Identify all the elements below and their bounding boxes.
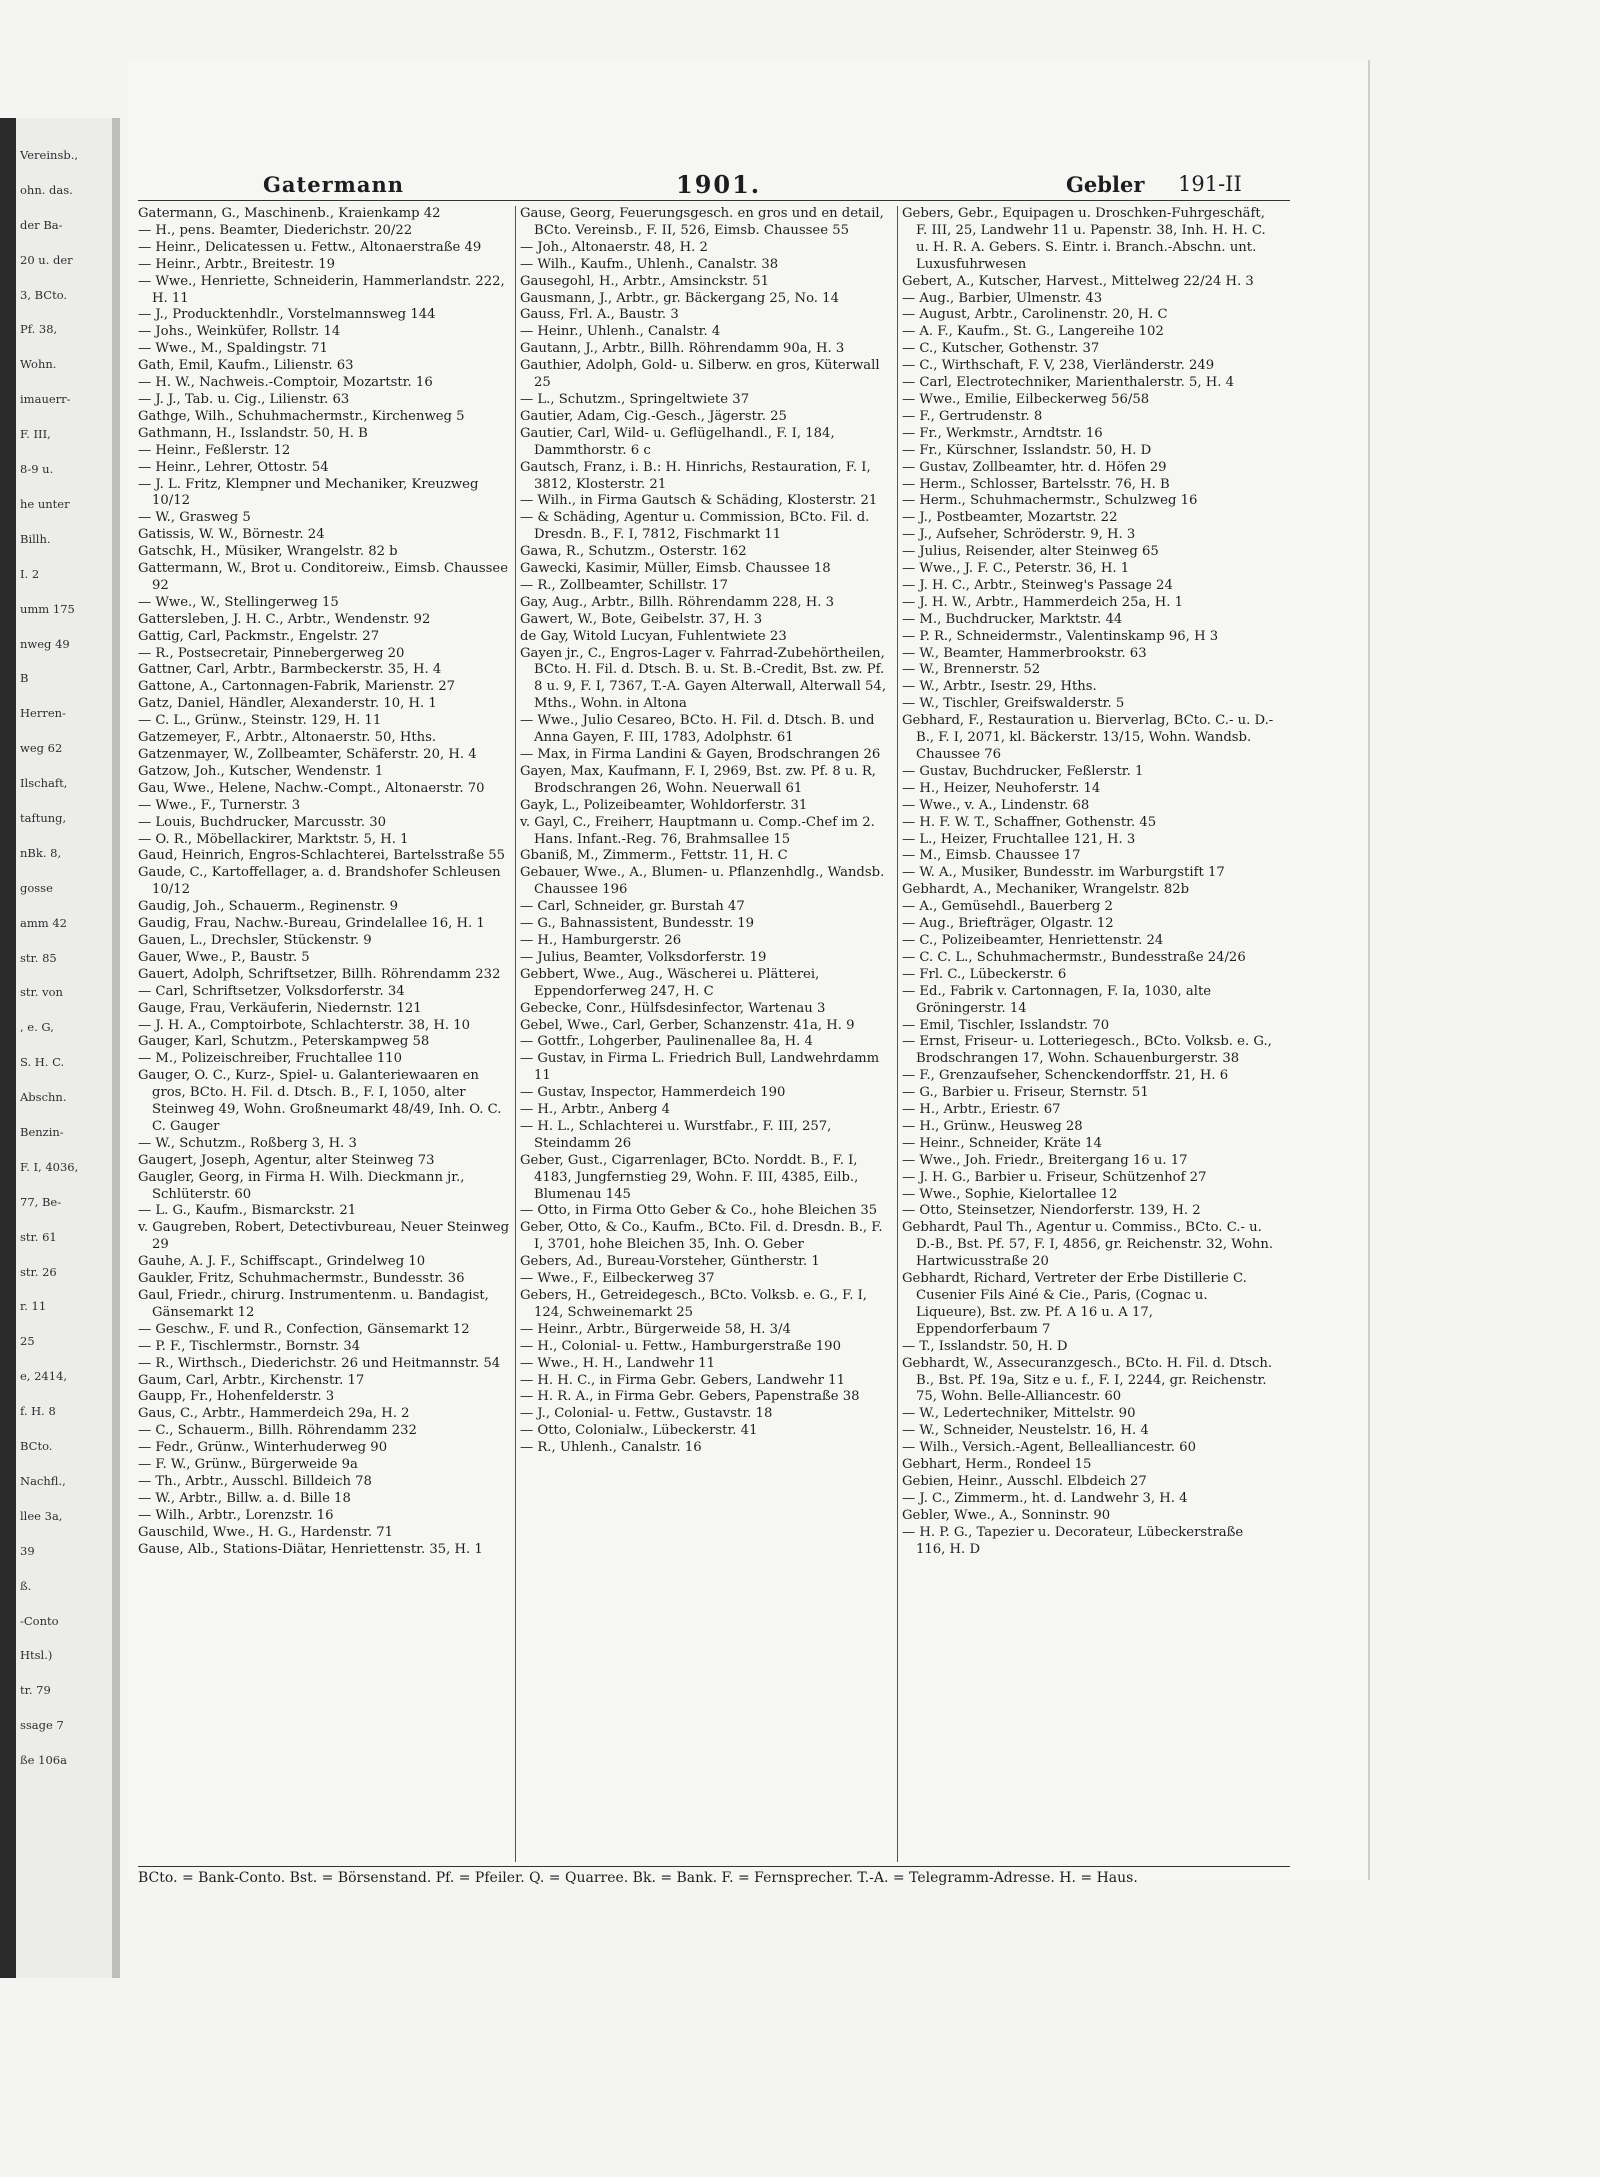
directory-entry: — Johs., Weinküfer, Rollstr. 14 [138, 324, 341, 340]
directory-entry: — W., Schneider, Neustelstr. 16, H. 4 [902, 1423, 1149, 1439]
directory-entry: — R., Postsecretair, Pinnebergerweg 20 [138, 645, 405, 661]
directory-entry: — C. L., Grünw., Steinstr. 129, H. 11 [138, 713, 382, 729]
directory-entry: — Geschw., F. und R., Confection, Gänsemarkt 12 [138, 1321, 470, 1337]
directory-entry: Gebhardt, Paul Th., Agentur u. Commiss., BCto. C.- u. D.-B., Bst. Pf. 57, F. I, 4856, gr. Reichenstr. 32, Wohn. Hartwicusstraße 20 [902, 1220, 1274, 1270]
directory-entry: Gause, Alb., Stations-Diätar, Henriettenstr. 35, H. 1 [138, 1541, 483, 1557]
directory-entry: Gawa, R., Schutzm., Osterstr. 162 [520, 544, 747, 560]
header-left-keyword: Gatermann [263, 172, 405, 197]
left-page-text-fragment: S. H. C. [20, 1055, 65, 1070]
directory-entry: — Herm., Schuhmachermstr., Schulzweg 16 [902, 493, 1198, 509]
directory-entry: — W., Tischler, Greifswalderstr. 5 [902, 696, 1125, 712]
left-page-text-fragment: Htsl.) [20, 1648, 53, 1663]
directory-entry: — Carl, Electrotechniker, Marienthalerstr. 5, H. 4 [902, 375, 1235, 391]
directory-entry: — Wwe., F., Turnerstr. 3 [138, 797, 301, 813]
directory-entry: — Wilh., Arbtr., Lorenzstr. 16 [138, 1507, 334, 1523]
directory-entry: — & Schäding, Agentur u. Commission, BCto. Fil. d. Dresdn. B., F. I, 7812, Fischmarkt 11 [520, 510, 870, 543]
left-page-text-fragment: amm 42 [20, 915, 67, 930]
left-page-text-fragment: nBk. 8, [20, 845, 62, 860]
header-year: 1901. [676, 170, 762, 199]
directory-entry: de Gay, Witold Lucyan, Fuhlentwiete 23 [520, 628, 787, 644]
left-page-text-fragment: F. III, [20, 427, 51, 442]
directory-entry: — Wwe., H. H., Landwehr 11 [520, 1355, 715, 1371]
left-page-text-fragment: B [20, 671, 29, 686]
directory-entry: Gatzenmayer, W., Zollbeamter, Schäferstr. 20, H. 4 [138, 747, 477, 762]
directory-entry: Gaukler, Fritz, Schuhmachermstr., Bundesstr. 36 [138, 1271, 465, 1287]
directory-entry: Gaul, Friedr., chirurg. Instrumentenm. u. Bandagist, Gänsemarkt 12 [138, 1288, 489, 1320]
directory-entry: — H. W., Nachweis.-Comptoir, Mozartstr. 16 [138, 375, 433, 391]
directory-entry: — Joh., Altonaerstr. 48, H. 2 [520, 239, 708, 255]
directory-entry: Gatzemeyer, F., Arbtr., Altonaerstr. 50, Hths. [138, 730, 437, 746]
left-page-text-fragment: der Ba- [20, 217, 63, 232]
left-page-text-fragment: Wohn. [20, 357, 57, 372]
left-page-text-fragment: str. 85 [20, 950, 57, 965]
directory-entry: — H. F. W. T., Schaffner, Gothenstr. 45 [902, 814, 1157, 830]
left-page-text-fragment: weg 62 [20, 741, 63, 756]
directory-entry: — Heinr., Uhlenh., Canalstr. 4 [520, 324, 721, 340]
directory-entry: — C., Wirthschaft, F. V, 238, Vierländerstr. 249 [902, 358, 1215, 374]
directory-entry: Gauge, Frau, Verkäuferin, Niedernstr. 121 [138, 1000, 422, 1016]
directory-entry: Gauss, Frl. A., Baustr. 3 [520, 307, 679, 323]
left-page-text-fragment: 77, Be- [20, 1194, 62, 1209]
left-page-text-fragment: str. 26 [20, 1264, 57, 1279]
directory-entry: Gebhard, F., Restauration u. Bierverlag, BCto. C.- u. D.-B., F. I, 2071, kl. Bäckerstr. 13/15, Wohn. Wandsb. Chaussee 76 [902, 713, 1274, 762]
directory-entry: — Heinr., Arbtr., Bürgerweide 58, H. 3/4 [520, 1321, 791, 1337]
directory-entry: Gauhe, A. J. F., Schiffscapt., Grindelweg 10 [138, 1254, 426, 1270]
directory-entry: — Aug., Barbier, Ulmenstr. 43 [902, 290, 1103, 306]
column-middle [520, 206, 892, 1457]
directory-entry: — Gustav, Buchdrucker, Feßlerstr. 1 [902, 763, 1144, 779]
left-page-text-fragment: 39 [20, 1543, 35, 1558]
directory-entry: — J., Colonial- u. Fettw., Gustavstr. 18 [520, 1406, 773, 1422]
directory-entry: Gebauer, Wwe., A., Blumen- u. Pflanzenhdlg., Wandsb. Chaussee 196 [520, 865, 885, 898]
directory-entry: — Carl, Schneider, gr. Burstah 47 [520, 899, 745, 915]
directory-entry: — H. L., Schlachterei u. Wurstfabr., F. III, 257, Steindamm 26 [520, 1118, 832, 1151]
left-page-text-fragment: ß. [20, 1578, 32, 1593]
directory-entry: Gauthier, Adolph, Gold- u. Silberw. en gros, Küterwall 25 [520, 358, 880, 391]
directory-entry: — H., Arbtr., Eriestr. 67 [902, 1102, 1061, 1118]
column-divider [515, 206, 516, 1862]
directory-entry: Gaudig, Joh., Schauerm., Reginenstr. 9 [138, 899, 399, 915]
directory-entry: — H. P. G., Tapezier u. Decorateur, Lübeckerstraße 116, H. D [902, 1524, 1244, 1557]
directory-entry: — H., Arbtr., Anberg 4 [520, 1102, 671, 1118]
directory-entry: — W., Arbtr., Isestr. 29, Hths. [902, 679, 1097, 695]
book-spine-shadow [0, 118, 16, 1978]
directory-entry: — Max, in Firma Landini & Gayen, Brodschrangen 26 [520, 747, 881, 762]
left-page-text-fragment: 3, BCto. [20, 287, 68, 302]
directory-entry: Gaugert, Joseph, Agentur, alter Steinweg 73 [138, 1152, 435, 1168]
directory-entry: — J., Aufseher, Schröderstr. 9, H. 3 [902, 527, 1136, 543]
directory-entry: Gebhardt, Richard, Vertreter der Erbe Distillerie C. Cusenier Fils Ainé & Cie., Paris, (Cognac u. Liqueure), Bst. zw. Pf. A 16 u. A 17, Eppendorferbaum 7 [902, 1271, 1247, 1337]
directory-entry: — H., pens. Beamter, Diederichstr. 20/22 [138, 222, 413, 238]
directory-entry: — Otto, in Firma Otto Geber & Co., hohe Bleichen 35 [520, 1203, 878, 1219]
directory-entry: — J. H. A., Comptoirbote, Schlachterstr. 38, H. 10 [138, 1017, 471, 1033]
left-page-text-fragment: ohn. das. [20, 182, 73, 197]
directory-entry: — Otto, Steinsetzer, Niendorferstr. 139, H. 2 [902, 1203, 1201, 1219]
left-page-text-fragment: Billh. [20, 531, 51, 546]
directory-entry: Gayen, Max, Kaufmann, F. I, 2969, Bst. zw. Pf. 8 u. R, Brodschrangen 26, Wohn. Neuerwall 61 [520, 763, 877, 796]
directory-entry: — H., Heizer, Neuhoferstr. 14 [902, 780, 1101, 796]
directory-entry: Gattermann, W., Brot u. Conditoreiw., Eimsb. Chaussee 92 [138, 561, 509, 593]
directory-entry: Gaudig, Frau, Nachw.-Bureau, Grindelallee 16, H. 1 [138, 916, 485, 932]
directory-entry: — Gottfr., Lohgerber, Paulinenallee 8a, H. 4 [520, 1034, 813, 1050]
directory-entry: v. Gayl, C., Freiherr, Hauptmann u. Comp.-Chef im 2. Hans. Infant.-Reg. 76, Brahmsallee 15 [520, 814, 875, 847]
directory-entry: Gatz, Daniel, Händler, Alexanderstr. 10, H. 1 [138, 696, 437, 712]
directory-entry: Gaus, C., Arbtr., Hammerdeich 29a, H. 2 [138, 1406, 410, 1422]
directory-entry: Gattig, Carl, Packmstr., Engelstr. 27 [138, 628, 380, 644]
directory-entry: Gebbert, Wwe., Aug., Wäscherei u. Plätterei, Eppendorferweg 247, H. C [520, 966, 820, 999]
directory-entry: — M., Eimsb. Chaussee 17 [902, 848, 1081, 864]
column-left [138, 206, 510, 1559]
directory-entry: — Wwe., F., Eilbeckerweg 37 [520, 1271, 715, 1287]
left-page-text-fragment: Nachfl., [20, 1473, 66, 1488]
directory-entry: — W., Grasweg 5 [138, 510, 251, 526]
directory-entry: Gauger, Karl, Schutzm., Peterskampweg 58 [138, 1034, 430, 1050]
directory-entry: Gatermann, G., Maschinenb., Kraienkamp 42 [138, 206, 441, 221]
directory-entry: Gaum, Carl, Arbtr., Kirchenstr. 17 [138, 1372, 365, 1388]
directory-entry: — G., Bahnassistent, Bundesstr. 19 [520, 916, 754, 932]
directory-entry: — Heinr., Delicatessen u. Fettw., Altonaerstraße 49 [138, 239, 482, 255]
left-page-text-fragment: 8-9 u. [20, 462, 54, 477]
directory-entry: Gbaniß, M., Zimmerm., Fettstr. 11, H. C [520, 848, 788, 864]
directory-entry: — F., Gertrudenstr. 8 [902, 408, 1043, 424]
directory-entry: — Julius, Reisender, alter Steinweg 65 [902, 544, 1159, 560]
directory-entry: v. Gaugreben, Robert, Detectivbureau, Neuer Steinweg 29 [138, 1220, 510, 1253]
left-page-text-fragment: Ilschaft, [20, 776, 68, 791]
directory-entry: Gawert, W., Bote, Geibelstr. 37, H. 3 [520, 611, 763, 627]
directory-entry: — M., Buchdrucker, Marktstr. 44 [902, 611, 1123, 627]
directory-entry: — Wwe., W., Stellingerweg 15 [138, 594, 339, 610]
directory-entry: Gebhardt, A., Mechaniker, Wrangelstr. 82b [902, 882, 1190, 898]
directory-entry: Gautier, Carl, Wild- u. Geflügelhandl., F. I, 184, Dammthorstr. 6 c [520, 425, 835, 458]
directory-entry: Gauert, Adolph, Schriftsetzer, Billh. Röhrendamm 232 [138, 966, 501, 982]
directory-entry: Gebhart, Herm., Rondeel 15 [902, 1457, 1092, 1473]
directory-entry: — H. H. C., in Firma Gebr. Gebers, Landwehr 11 [520, 1372, 845, 1388]
directory-entry: — Wilh., in Firma Gautsch & Schäding, Klosterstr. 21 [520, 493, 878, 509]
directory-entry: — August, Arbtr., Carolinenstr. 20, H. C [902, 307, 1168, 323]
directory-entry: Gause, Georg, Feuerungsgesch. en gros und en detail, BCto. Vereinsb., F. II, 526, Eimsb. Chaussee 55 [520, 206, 884, 238]
left-page-text-fragment: e, 2414, [20, 1369, 68, 1384]
directory-entry: — Otto, Colonialw., Lübeckerstr. 41 [520, 1423, 758, 1439]
directory-entry: Gauen, L., Drechsler, Stückenstr. 9 [138, 932, 372, 948]
left-page-text-fragment: Benzin- [20, 1125, 64, 1140]
directory-entry: Gebers, Gebr., Equipagen u. Droschken-Fuhrgeschäft, F. III, 25, Landwehr 11 u. Papenstr. 38, Inh. H. H. C. u. H. R. A. Gebers. S. Eintr. i. Branch.-Abschn. unt. Luxusfuhrwesen [902, 206, 1266, 272]
directory-entry: — Fedr., Grünw., Winterhuderweg 90 [138, 1440, 388, 1456]
left-page-text-fragment: ssage 7 [20, 1718, 64, 1733]
left-page-text-fragment: imauerr- [20, 392, 71, 407]
left-page-text-fragment: nweg 49 [20, 636, 70, 651]
directory-entry: Gebers, Ad., Bureau-Vorsteher, Güntherstr. 1 [520, 1254, 820, 1270]
page-number: 191-II [1178, 172, 1242, 196]
directory-entry: Gauer, Wwe., P., Baustr. 5 [138, 949, 310, 965]
left-page-text-fragment: f. H. 8 [20, 1404, 56, 1419]
left-page-text-fragment: Pf. 38, [20, 322, 58, 337]
directory-entry: — Wilh., Kaufm., Uhlenh., Canalstr. 38 [520, 256, 779, 272]
directory-entry: — W., Beamter, Hammerbrookstr. 63 [902, 645, 1147, 661]
directory-entry: — Th., Arbtr., Ausschl. Billdeich 78 [138, 1473, 372, 1489]
directory-entry: Gaugler, Georg, in Firma H. Wilh. Dieckmann jr., Schlüterstr. 60 [138, 1169, 465, 1202]
directory-entry: — W., Ledertechniker, Mittelstr. 90 [902, 1406, 1136, 1422]
directory-entry: — Herm., Schlosser, Bartelsstr. 76, H. B [902, 476, 1170, 492]
directory-entry: — W. A., Musiker, Bundesstr. im Warburgstift 17 [902, 865, 1225, 881]
directory-entry: Geber, Gust., Cigarrenlager, BCto. Norddt. B., F. I, 4183, Jungfernstieg 29, Wohn. F. III, 4385, Eilb., Blumenau 145 [520, 1152, 859, 1202]
directory-entry: — H., Hamburgerstr. 26 [520, 932, 682, 948]
directory-entry: — Ernst, Friseur- u. Lotteriegesch., BCto. Volksb. e. G., Brodschrangen 17, Wohn. Schauenburgerstr. 38 [902, 1034, 1272, 1067]
directory-entry: — O. R., Möbellackirer, Marktstr. 5, H. 1 [138, 831, 409, 847]
left-page-text-fragment: r. 11 [20, 1299, 47, 1314]
directory-entry: Geber, Otto, & Co., Kaufm., BCto. Fil. d. Dresdn. B., F. I, 3701, hohe Bleichen 35, Inh. O. Geber [520, 1220, 883, 1253]
directory-entry: — C., Schauerm., Billh. Röhrendamm 232 [138, 1423, 417, 1439]
directory-entry: — J. J., Tab. u. Cig., Lilienstr. 63 [138, 391, 350, 407]
directory-entry: — Heinr., Schneider, Kräte 14 [902, 1135, 1102, 1151]
directory-entry: Gausmann, J., Arbtr., gr. Bäckergang 25, No. 14 [520, 290, 839, 306]
directory-entry: — Heinr., Feßlerstr. 12 [138, 442, 291, 458]
page-gutter [112, 118, 120, 1978]
directory-entry: Gattone, A., Cartonnagen-Fabrik, Marienstr. 27 [138, 679, 455, 695]
directory-entry: — J. L. Fritz, Klempner und Mechaniker, Kreuzweg 10/12 [138, 476, 479, 509]
directory-entry: — L., Heizer, Fruchtallee 121, H. 3 [902, 831, 1136, 847]
directory-entry: — Frl. C., Lübeckerstr. 6 [902, 966, 1067, 982]
left-page-text-fragment: umm 175 [20, 601, 75, 616]
directory-entry: Gau, Wwe., Helene, Nachw.-Compt., Altonaerstr. 70 [138, 780, 485, 796]
directory-entry: — R., Wirthsch., Diederichstr. 26 und Heitmannstr. 54 [138, 1355, 501, 1371]
left-page-text-fragment: Herren- [20, 706, 66, 721]
directory-entry: — Gustav, Zollbeamter, htr. d. Höfen 29 [902, 459, 1167, 475]
directory-entry: Gayen jr., C., Engros-Lager v. Fahrrad-Zubehörtheilen, BCto. H. Fil. d. Dtsch. B. u. St. B.-Credit, Bst. zw. Pf. 8 u. 9, F. I, 7367, T.-A. Gayen Alterwall, Alterwall 54, Mths., Wohn. in Altona [520, 645, 887, 712]
directory-entry: Gebert, A., Kutscher, Harvest., Mittelweg 22/24 H. 3 [902, 273, 1254, 289]
directory-entry: Gauschild, Wwe., H. G., Hardenstr. 71 [138, 1524, 394, 1540]
directory-entry: — P. R., Schneidermstr., Valentinskamp 96, H 3 [902, 628, 1219, 644]
left-page-text-fragment: tr. 79 [20, 1683, 51, 1698]
directory-entry: — Julius, Beamter, Volksdorferstr. 19 [520, 949, 767, 965]
directory-entry: — F. W., Grünw., Bürgerweide 9a [138, 1457, 358, 1473]
directory-entry: — C., Kutscher, Gothenstr. 37 [902, 341, 1100, 357]
page-header [138, 172, 1290, 208]
directory-entry: — Carl, Schriftsetzer, Volksdorferstr. 34 [138, 983, 405, 999]
left-page-text-fragment: str. von [20, 985, 63, 1000]
left-page-text-fragment: taftung, [20, 810, 67, 825]
directory-entry: — W., Arbtr., Billw. a. d. Bille 18 [138, 1490, 351, 1506]
column-right [902, 206, 1274, 1559]
directory-entry: Gausegohl, H., Arbtr., Amsinckstr. 51 [520, 273, 769, 289]
left-page-text-fragment: , e. G, [20, 1020, 54, 1035]
directory-entry: — Ed., Fabrik v. Cartonnagen, F. Ia, 1030, alte Gröningerstr. 14 [902, 983, 1212, 1016]
directory-entry: Gebhardt, W., Assecuranzgesch., BCto. H. Fil. d. Dtsch. B., Bst. Pf. 19a, Sitz e u. f., F. I, 2244, gr. Reichenstr. 75, Wohn. Belle-Alliancestr. 60 [902, 1355, 1273, 1405]
directory-entry: — R., Uhlenh., Canalstr. 16 [520, 1440, 702, 1456]
directory-entry: — W., Brennerstr. 52 [902, 662, 1041, 678]
header-rule [138, 200, 1290, 201]
directory-entry: — F., Grenzaufseher, Schenckendorffstr. 21, H. 6 [902, 1068, 1229, 1084]
directory-entry: — Heinr., Arbtr., Breitestr. 19 [138, 256, 336, 272]
directory-entry: — J. C., Zimmerm., ht. d. Landwehr 3, H. 4 [902, 1490, 1188, 1506]
left-page-text-fragment: llee 3a, [20, 1508, 63, 1523]
directory-entry: — Louis, Buchdrucker, Marcusstr. 30 [138, 814, 387, 830]
directory-entry: Gathmann, H., Isslandstr. 50, H. B [138, 425, 368, 441]
directory-entry: — Wwe., Emilie, Eilbeckerweg 56/58 [902, 391, 1150, 407]
directory-entry: — A., Gemüsehdl., Bauerberg 2 [902, 899, 1113, 915]
directory-entry: — R., Zollbeamter, Schillstr. 17 [520, 577, 729, 593]
directory-entry: — H., Grünw., Heusweg 28 [902, 1118, 1083, 1134]
directory-entry: Gauger, O. C., Kurz-, Spiel- u. Galanteriewaaren en gros, BCto. H. Fil. d. Dtsch. B., F. I, 1050, alter Steinweg 49, Wohn. Großneumarkt 48/49, Inh. O. C. C. Gauger [138, 1068, 502, 1134]
directory-entry: — L. G., Kaufm., Bismarckstr. 21 [138, 1203, 357, 1219]
directory-entry: — Heinr., Lehrer, Ottostr. 54 [138, 459, 329, 475]
directory-entry: — Gustav, in Firma L. Friedrich Bull, Landwehrdamm 11 [520, 1051, 880, 1084]
left-page-text-fragment: str. 61 [20, 1229, 57, 1244]
directory-entry: — J. H. G., Barbier u. Friseur, Schützenhof 27 [902, 1169, 1207, 1185]
directory-entry: — W., Schutzm., Roßberg 3, H. 3 [138, 1135, 357, 1151]
abbreviation-footer: BCto. = Bank-Conto. Bst. = Börsenstand. Pf. = Pfeiler. Q. = Quarree. Bk. = Bank. F. = Fernsprecher. T.-A. = Telegramm-Adresse. H. = Haus. [138, 1866, 1290, 1886]
directory-entry: Gattersleben, J. H. C., Arbtr., Wendenstr. 92 [138, 611, 431, 627]
directory-entry: — Wwe., Joh. Friedr., Breitergang 16 u. 17 [902, 1152, 1188, 1168]
directory-entry: — G., Barbier u. Friseur, Sternstr. 51 [902, 1085, 1149, 1101]
directory-entry: — Wilh., Versich.-Agent, Bellealliancestr. 60 [902, 1440, 1196, 1456]
directory-entry: Gaupp, Fr., Hohenfelderstr. 3 [138, 1389, 335, 1405]
directory-entry: — Fr., Werkmstr., Arndtstr. 16 [902, 425, 1103, 441]
directory-entry: — A. F., Kaufm., St. G., Langereihe 102 [902, 324, 1164, 340]
left-page-text-fragment: Vereinsb., [20, 148, 79, 162]
left-page-text-fragment: 20 u. der [20, 252, 73, 267]
directory-entry: — Gustav, Inspector, Hammerdeich 190 [520, 1085, 786, 1101]
directory-entry: — T., Isslandstr. 50, H. D [902, 1338, 1068, 1354]
directory-entry: — J. H. C., Arbtr., Steinweg's Passage 24 [902, 577, 1173, 593]
directory-entry: — C. C. L., Schuhmachermstr., Bundesstraße 24/26 [902, 949, 1246, 965]
directory-entry: Gayk, L., Polizeibeamter, Wohldorferstr. 31 [520, 797, 808, 813]
left-page-text-fragment: F. I, 4036, [20, 1159, 79, 1174]
directory-entry: — Wwe., J. F. C., Peterstr. 36, H. 1 [902, 561, 1130, 577]
directory-entry: Gattner, Carl, Arbtr., Barmbeckerstr. 35, H. 4 [138, 662, 442, 678]
directory-entry: — H., Colonial- u. Fettw., Hamburgerstraße 190 [520, 1338, 841, 1354]
directory-entry: Gebler, Wwe., A., Sonninstr. 90 [902, 1507, 1111, 1523]
directory-entry: Gath, Emil, Kaufm., Lilienstr. 63 [138, 358, 354, 374]
directory-entry: Gautier, Adam, Cig.-Gesch., Jägerstr. 25 [520, 408, 787, 424]
left-page-text-fragment: gosse [20, 880, 53, 895]
directory-entry: — Wwe., Julio Cesareo, BCto. H. Fil. d. Dtsch. B. und Anna Gayen, F. III, 1783, Adolphstr. 61 [520, 713, 875, 746]
directory-entry: — C., Polizeibeamter, Henriettenstr. 24 [902, 932, 1164, 948]
directory-entry: Gautann, J., Arbtr., Billh. Röhrendamm 90a, H. 3 [520, 341, 845, 357]
directory-entry: Gebecke, Conr., Hülfsdesinfector, Wartenau 3 [520, 1000, 826, 1016]
directory-entry: — Wwe., Henriette, Schneiderin, Hammerlandstr. 222, H. 11 [138, 273, 505, 306]
left-page-text-fragment: Abschn. [20, 1090, 67, 1105]
left-page-edge [0, 118, 120, 1978]
directory-entry: Gaud, Heinrich, Engros-Schlachterei, Bartelsstraße 55 [138, 848, 505, 864]
directory-entry: — J., Producktenhdlr., Vorstelmannsweg 144 [138, 307, 436, 323]
left-page-text-fragment: -Conto [20, 1613, 59, 1628]
directory-entry: Gawecki, Kasimir, Müller, Eimsb. Chaussee 18 [520, 561, 831, 577]
left-page-text-fragment: 25 [20, 1334, 35, 1349]
header-right-keyword: Gebler [1066, 172, 1145, 197]
left-page-text-fragment: he unter [20, 496, 70, 511]
directory-entry: Gatzow, Joh., Kutscher, Wendenstr. 1 [138, 763, 384, 779]
directory-entry: Gebien, Heinr., Ausschl. Elbdeich 27 [902, 1473, 1147, 1489]
directory-entry: — L., Schutzm., Springeltwiete 37 [520, 391, 750, 407]
directory-entry: Gebel, Wwe., Carl, Gerber, Schanzenstr. 41a, H. 9 [520, 1017, 855, 1033]
left-page-text-fragment: ße 106a [20, 1753, 67, 1768]
directory-entry: — P. F., Tischlermstr., Bornstr. 34 [138, 1338, 361, 1354]
directory-entry: Gatissis, W. W., Börnestr. 24 [138, 527, 325, 543]
left-page-text-fragment: BCto. [20, 1439, 53, 1454]
directory-entry: Gaude, C., Kartoffellager, a. d. Brandshofer Schleusen 10/12 [138, 865, 501, 898]
directory-entry: Gautsch, Franz, i. B.: H. Hinrichs, Restauration, F. I, 3812, Klosterstr. 21 [520, 459, 871, 492]
directory-entry: — J. H. W., Arbtr., Hammerdeich 25a, H. 1 [902, 594, 1184, 610]
directory-entry: — M., Polizeischreiber, Fruchtallee 110 [138, 1051, 402, 1067]
directory-entry: Gathge, Wilh., Schuhmachermstr., Kirchenweg 5 [138, 408, 465, 424]
directory-entry: Gay, Aug., Arbtr., Billh. Röhrendamm 228, H. 3 [520, 594, 835, 610]
directory-entry: — Emil, Tischler, Isslandstr. 70 [902, 1017, 1110, 1033]
directory-entry: — H. R. A., in Firma Gebr. Gebers, Papenstraße 38 [520, 1389, 860, 1405]
left-page-text-fragment: I. 2 [20, 566, 40, 581]
column-divider [897, 206, 898, 1862]
directory-entry: — Fr., Kürschner, Isslandstr. 50, H. D [902, 442, 1152, 458]
directory-entry: — Wwe., v. A., Lindenstr. 68 [902, 797, 1090, 813]
directory-entry: — Wwe., M., Spaldingstr. 71 [138, 341, 328, 357]
directory-entry: — J., Postbeamter, Mozartstr. 22 [902, 510, 1118, 526]
directory-entry: — Wwe., Sophie, Kielortallee 12 [902, 1186, 1118, 1202]
directory-entry: — Aug., Briefträger, Olgastr. 12 [902, 916, 1114, 932]
directory-entry: Gebers, H., Getreidegesch., BCto. Volksb. e. G., F. I, 124, Schweinemarkt 25 [520, 1288, 867, 1320]
directory-entry: Gatschk, H., Müsiker, Wrangelstr. 82 b [138, 544, 398, 560]
